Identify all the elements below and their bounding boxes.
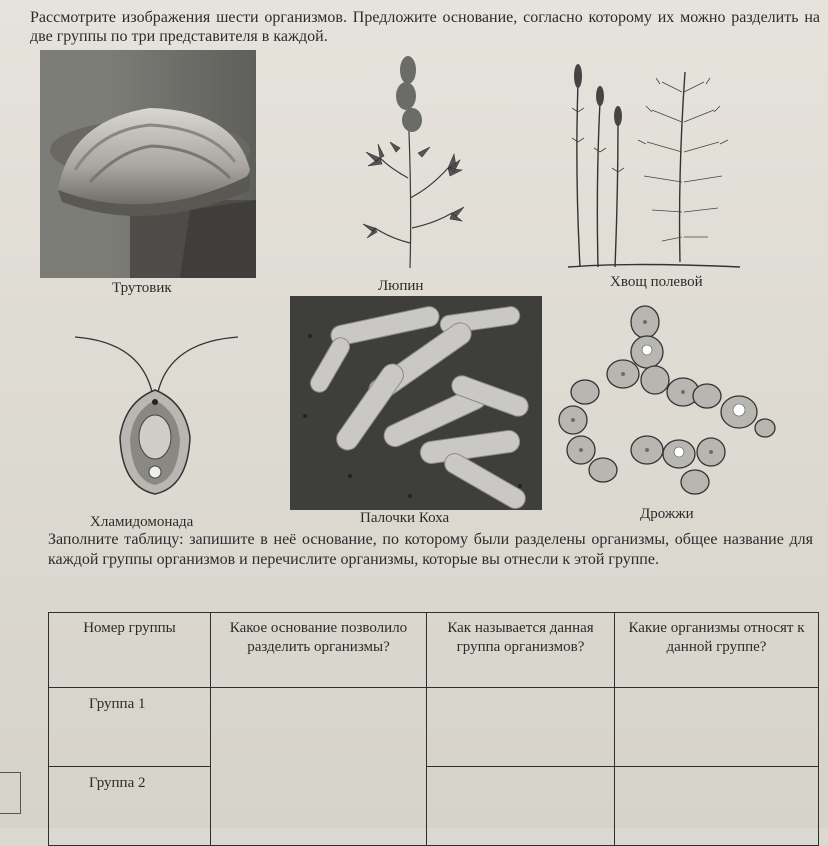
group-1-label: Группа 1 [49,688,211,767]
group-1-name-cell[interactable] [427,688,615,767]
koch-bacillus-caption: Палочки Коха [360,510,450,526]
answer-table [48,612,819,846]
chlamydomonas-caption: Хламидомонада [90,514,194,530]
table-row [49,767,819,846]
header-organisms-list: Какие организмы относят к данной группе? [615,613,819,688]
group-2-organisms-cell[interactable] [615,767,819,846]
group-2-name-cell[interactable] [427,767,615,846]
yeast-caption: Дрожжи [640,506,694,522]
margin-score-box [0,772,21,814]
division-basis-cell[interactable] [211,688,427,846]
chlamydomonas-image [70,322,240,502]
header-group-number: Номер группы [49,613,211,688]
lupine-caption: Люпин [378,278,424,294]
group-1-organisms-cell[interactable] [615,688,819,767]
lupine-image [360,48,470,273]
header-group-name: Как называется данная группа организмов? [427,613,615,688]
horsetail-image [560,52,750,272]
task-intro: Рассмотрите изображения шести организмов. Предложите основание, согласно которому их можно разделить на две группы по три представителя в каждой. [30,9,820,45]
tinder-fungus-caption: Трутовик [112,280,172,296]
horsetail-caption: Хвощ полевой [610,274,703,290]
table-row [49,688,819,767]
koch-bacillus-image [290,296,542,510]
table-header-row [49,613,819,688]
header-division-basis: Какое основание позволило разделить организмы? [211,613,427,688]
task-instruction: Заполните таблицу: запишите в неё основание, по которому были разделены организмы, общее название для каждой группы организмов и перечислите организмы, которые вы отнесли к этой группе. [48,531,813,568]
tinder-fungus-image [40,50,256,278]
group-2-label: Группа 2 [49,767,211,846]
yeast-image [555,292,785,502]
